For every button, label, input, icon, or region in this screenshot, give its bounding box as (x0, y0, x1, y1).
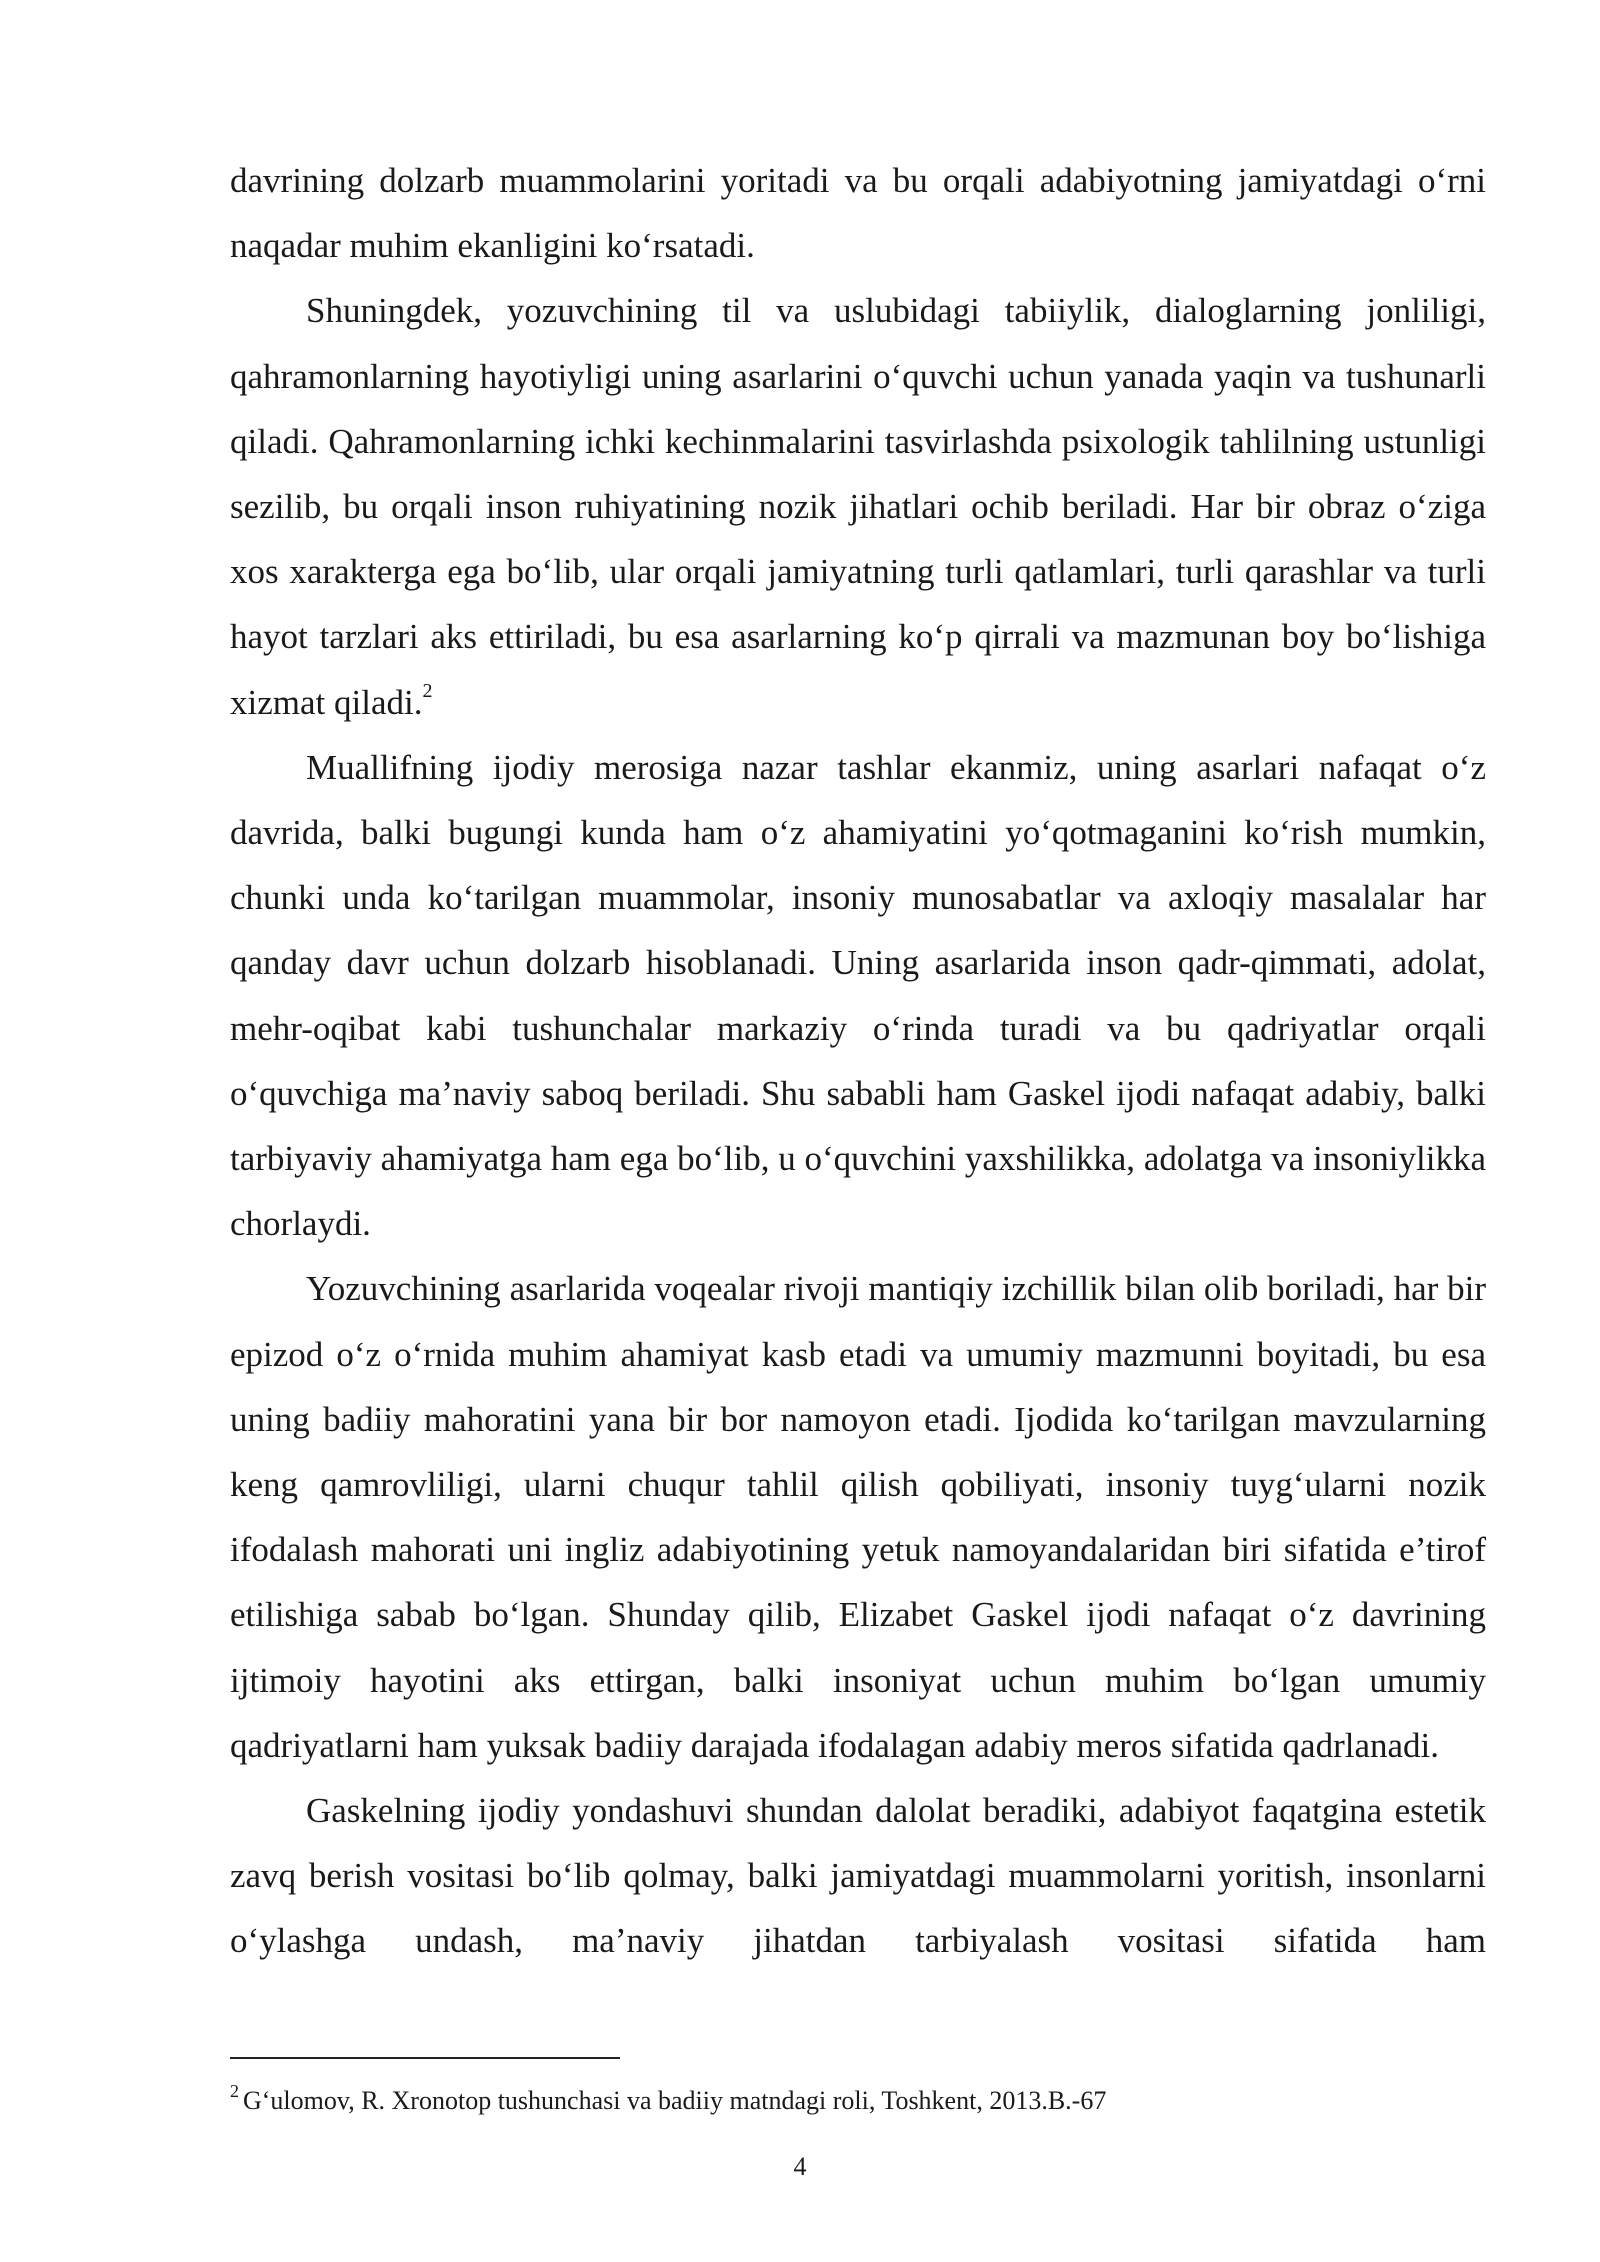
body-text (230, 148, 1486, 1974)
footnote-text: G‘ulomov, R. Xronotop tushunchasi va badiiy matndagi roli, Toshkent, 2013.B.-67 (243, 2086, 1107, 2115)
paragraph (230, 278, 1486, 734)
paragraph-text: Shuningdek, yozuvchining til va uslubidagi tabiiylik, dialoglarning jonliligi, qahramonlarning hayotiyligi uning asarlarini o‘quvchi uchun yanada yaqin va tushunarli qiladi. Qahramonlarning ichki kechinmalarini tasvirlashda psixologik tahlilning ustunligi sezilib, bu orqali inson ruhiyatining nozik jihatlari ochib beriladi. Har bir obraz o‘ziga xos xarakterga ega bo‘lib, ular orqali jamiyatning turli qatlamlari, turli qarashlar va turli hayot tarzlari aks ettiriladi, bu esa asarlarning ko‘p qirrali va mazmunan boy bo‘lishiga xizmat qiladi. (230, 291, 1486, 722)
paragraph (230, 1256, 1486, 1778)
footnote-marker: 2 (230, 2081, 239, 2102)
paragraph-text: Yozuvchining asarlarida voqealar rivoji mantiqiy izchillik bilan olib boriladi, har bir epizod o‘z o‘rnida muhim ahamiyat kasb etadi va umumiy mazmunni boyitadi, bu esa uning badiiy mahoratini yana bir bor namoyon etadi. Ijodida ko‘tarilgan mavzularning keng qamrovliligi, ularni chuqur tahlil qilish qobiliyati, insoniy tuyg‘ularni nozik ifodalash mahorati uni ingliz adabiyotining yetuk namoyandalaridan biri sifatida e’tirof etilishiga sabab bo‘lgan. Shunday qilib, Elizabet Gaskel ijodi nafaqat o‘z davrining ijtimoiy hayotini aks ettirgan, balki insoniyat uchun muhim bo‘lgan umumiy qadriyatlarni ham yuksak badiiy darajada ifodalagan adabiy meros sifatida qadrlanadi. (230, 1269, 1486, 1765)
footnote-reference[interactable]: 2 (422, 679, 433, 702)
paragraph (230, 735, 1486, 1257)
paragraph (230, 1778, 1486, 1974)
footnote-separator (230, 2057, 620, 2059)
paragraph-text: Muallifning ijodiy merosiga nazar tashlar ekanmiz, uning asarlari nafaqat o‘z davrida, balki bugungi kunda ham o‘z ahamiyatini yo‘qotmaganini ko‘rish mumkin, chunki unda ko‘tarilgan muammolar, insoniy munosabatlar va axloqiy masalalar har qanday davr uchun dolzarb hisoblanadi. Uning asarlarida inson qadr-qimmati, adolat, mehr-oqibat kabi tushunchalar markaziy o‘rinda turadi va bu qadriyatlar orqali o‘quvchiga ma’naviy saboq beriladi. Shu sababli ham Gaskel ijodi nafaqat adabiy, balki tarbiyaviy ahamiyatga ham ega bo‘lib, u o‘quvchini yaxshilikka, adolatga va insoniylikka chorlaydi. (230, 747, 1486, 1244)
paragraph-text: Gaskelning ijodiy yondashuvi shundan dalolat beradiki, adabiyot faqatgina estetik zavq berish vositasi bo‘lib qolmay, balki jamiyatdagi muammolarni yoritish, insonlarni o‘ylashga undash, ma’naviy jihatdan tarbiyalash vositasi sifatida ham (230, 1791, 1486, 1961)
paragraph-continued (230, 148, 1486, 278)
footnote (230, 2081, 1486, 2118)
page-number: 4 (793, 2152, 807, 2181)
paragraph-text: davrining dolzarb muammolarini yoritadi va bu orqali adabiyotning jamiyatdagi o‘rni naqadar muhim ekanligini ko‘rsatadi. (230, 161, 1486, 266)
